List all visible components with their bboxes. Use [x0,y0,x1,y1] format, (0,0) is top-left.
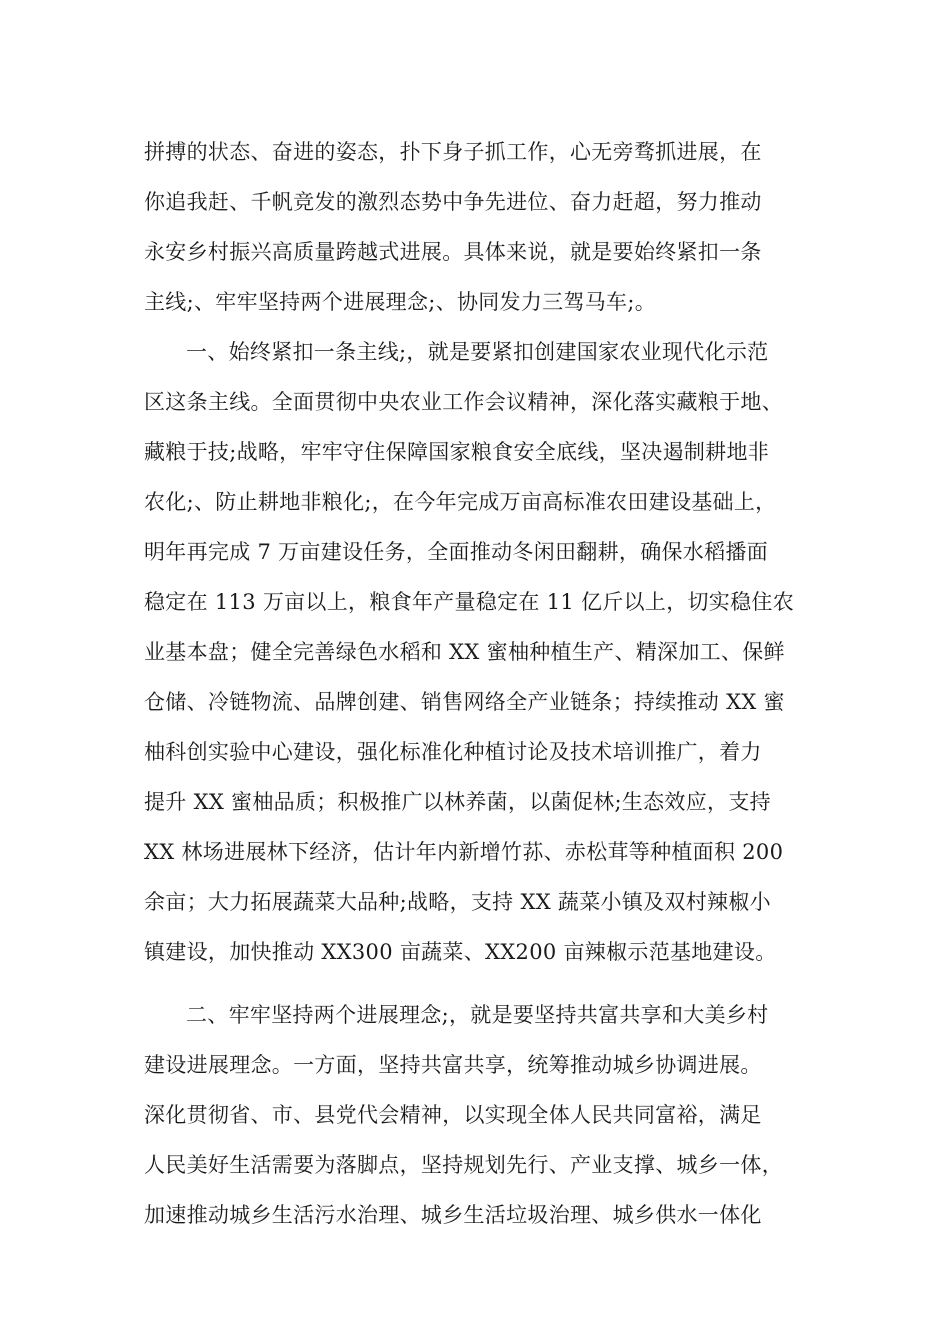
text-line: 建设进展理念。一方面，坚持共富共享，统筹推动城乡协调进展。 [144,1053,762,1077]
text-line: 农化;、防止耕地非粮化;，在今年完成万亩高标准农田建设基础上， [144,490,777,514]
text-line: 明年再完成 7 万亩建设任务，全面推动冬闲田翻耕，确保水稻播面 [144,540,769,564]
text-line: 镇建设，加快推动 XX300 亩蔬菜、XX200 亩辣椒示范基地建设。 [144,940,777,964]
text-line: 区这条主线。全面贯彻中央农业工作会议精神，深化落实藏粮于地、 [144,390,783,414]
text-line: 藏粮于技;战略，牢牢守住保障国家粮食安全底线，坚决遏制耕地非 [144,440,770,464]
text-line: 稳定在 113 万亩以上，粮食年产量稳定在 11 亿斤以上，切实稳住农 [144,590,795,614]
text-line: 业基本盘；健全完善绿色水稻和 XX 蜜柚种植生产、精深加工、保鲜 [144,640,785,664]
text-line: 深化贯彻省、市、县党代会精神，以实现全体人民共同富裕，满足 [144,1103,762,1127]
paragraph-start-line: 二、牢牢坚持两个进展理念;，就是要坚持共富共享和大美乡村 [186,1003,769,1027]
text-line: 人民美好生活需要为落脚点，坚持规划先行、产业支撑、城乡一体， [144,1153,783,1177]
text-line: 拼搏的状态、奋进的姿态，扑下身子抓工作，心无旁骛抓进展，在 [144,140,762,164]
paragraph-start-line: 一、始终紧扣一条主线;，就是要紧扣创建国家农业现代化示范 [186,340,769,364]
text-line: XX 林场进展林下经济，估计年内新增竹荪、赤松茸等种植面积 200 [144,840,784,864]
text-line: 柚科创实验中心建设，强化标准化种植讨论及技术培训推广，着力 [144,740,762,764]
text-line: 余亩；大力拓展蔬菜大品种;战略，支持 XX 蔬菜小镇及双村辣椒小 [144,890,771,914]
text-line: 加速推动城乡生活污水治理、城乡生活垃圾治理、城乡供水一体化 [144,1203,762,1227]
text-line: 主线;、牢牢坚持两个进展理念;、协同发力三驾马车;。 [144,290,657,314]
text-line: 仓储、冷链物流、品牌创建、销售网络全产业链条；持续推动 XX 蜜 [144,690,785,714]
text-line: 你追我赶、千帆竞发的激烈态势中争先进位、奋力赶超，努力推动 [144,190,762,214]
text-line: 提升 XX 蜜柚品质；积极推广以林养菌，以菌促林;生态效应，支持 [144,790,771,814]
text-line: 永安乡村振兴高质量跨越式进展。具体来说，就是要始终紧扣一条 [144,240,762,264]
